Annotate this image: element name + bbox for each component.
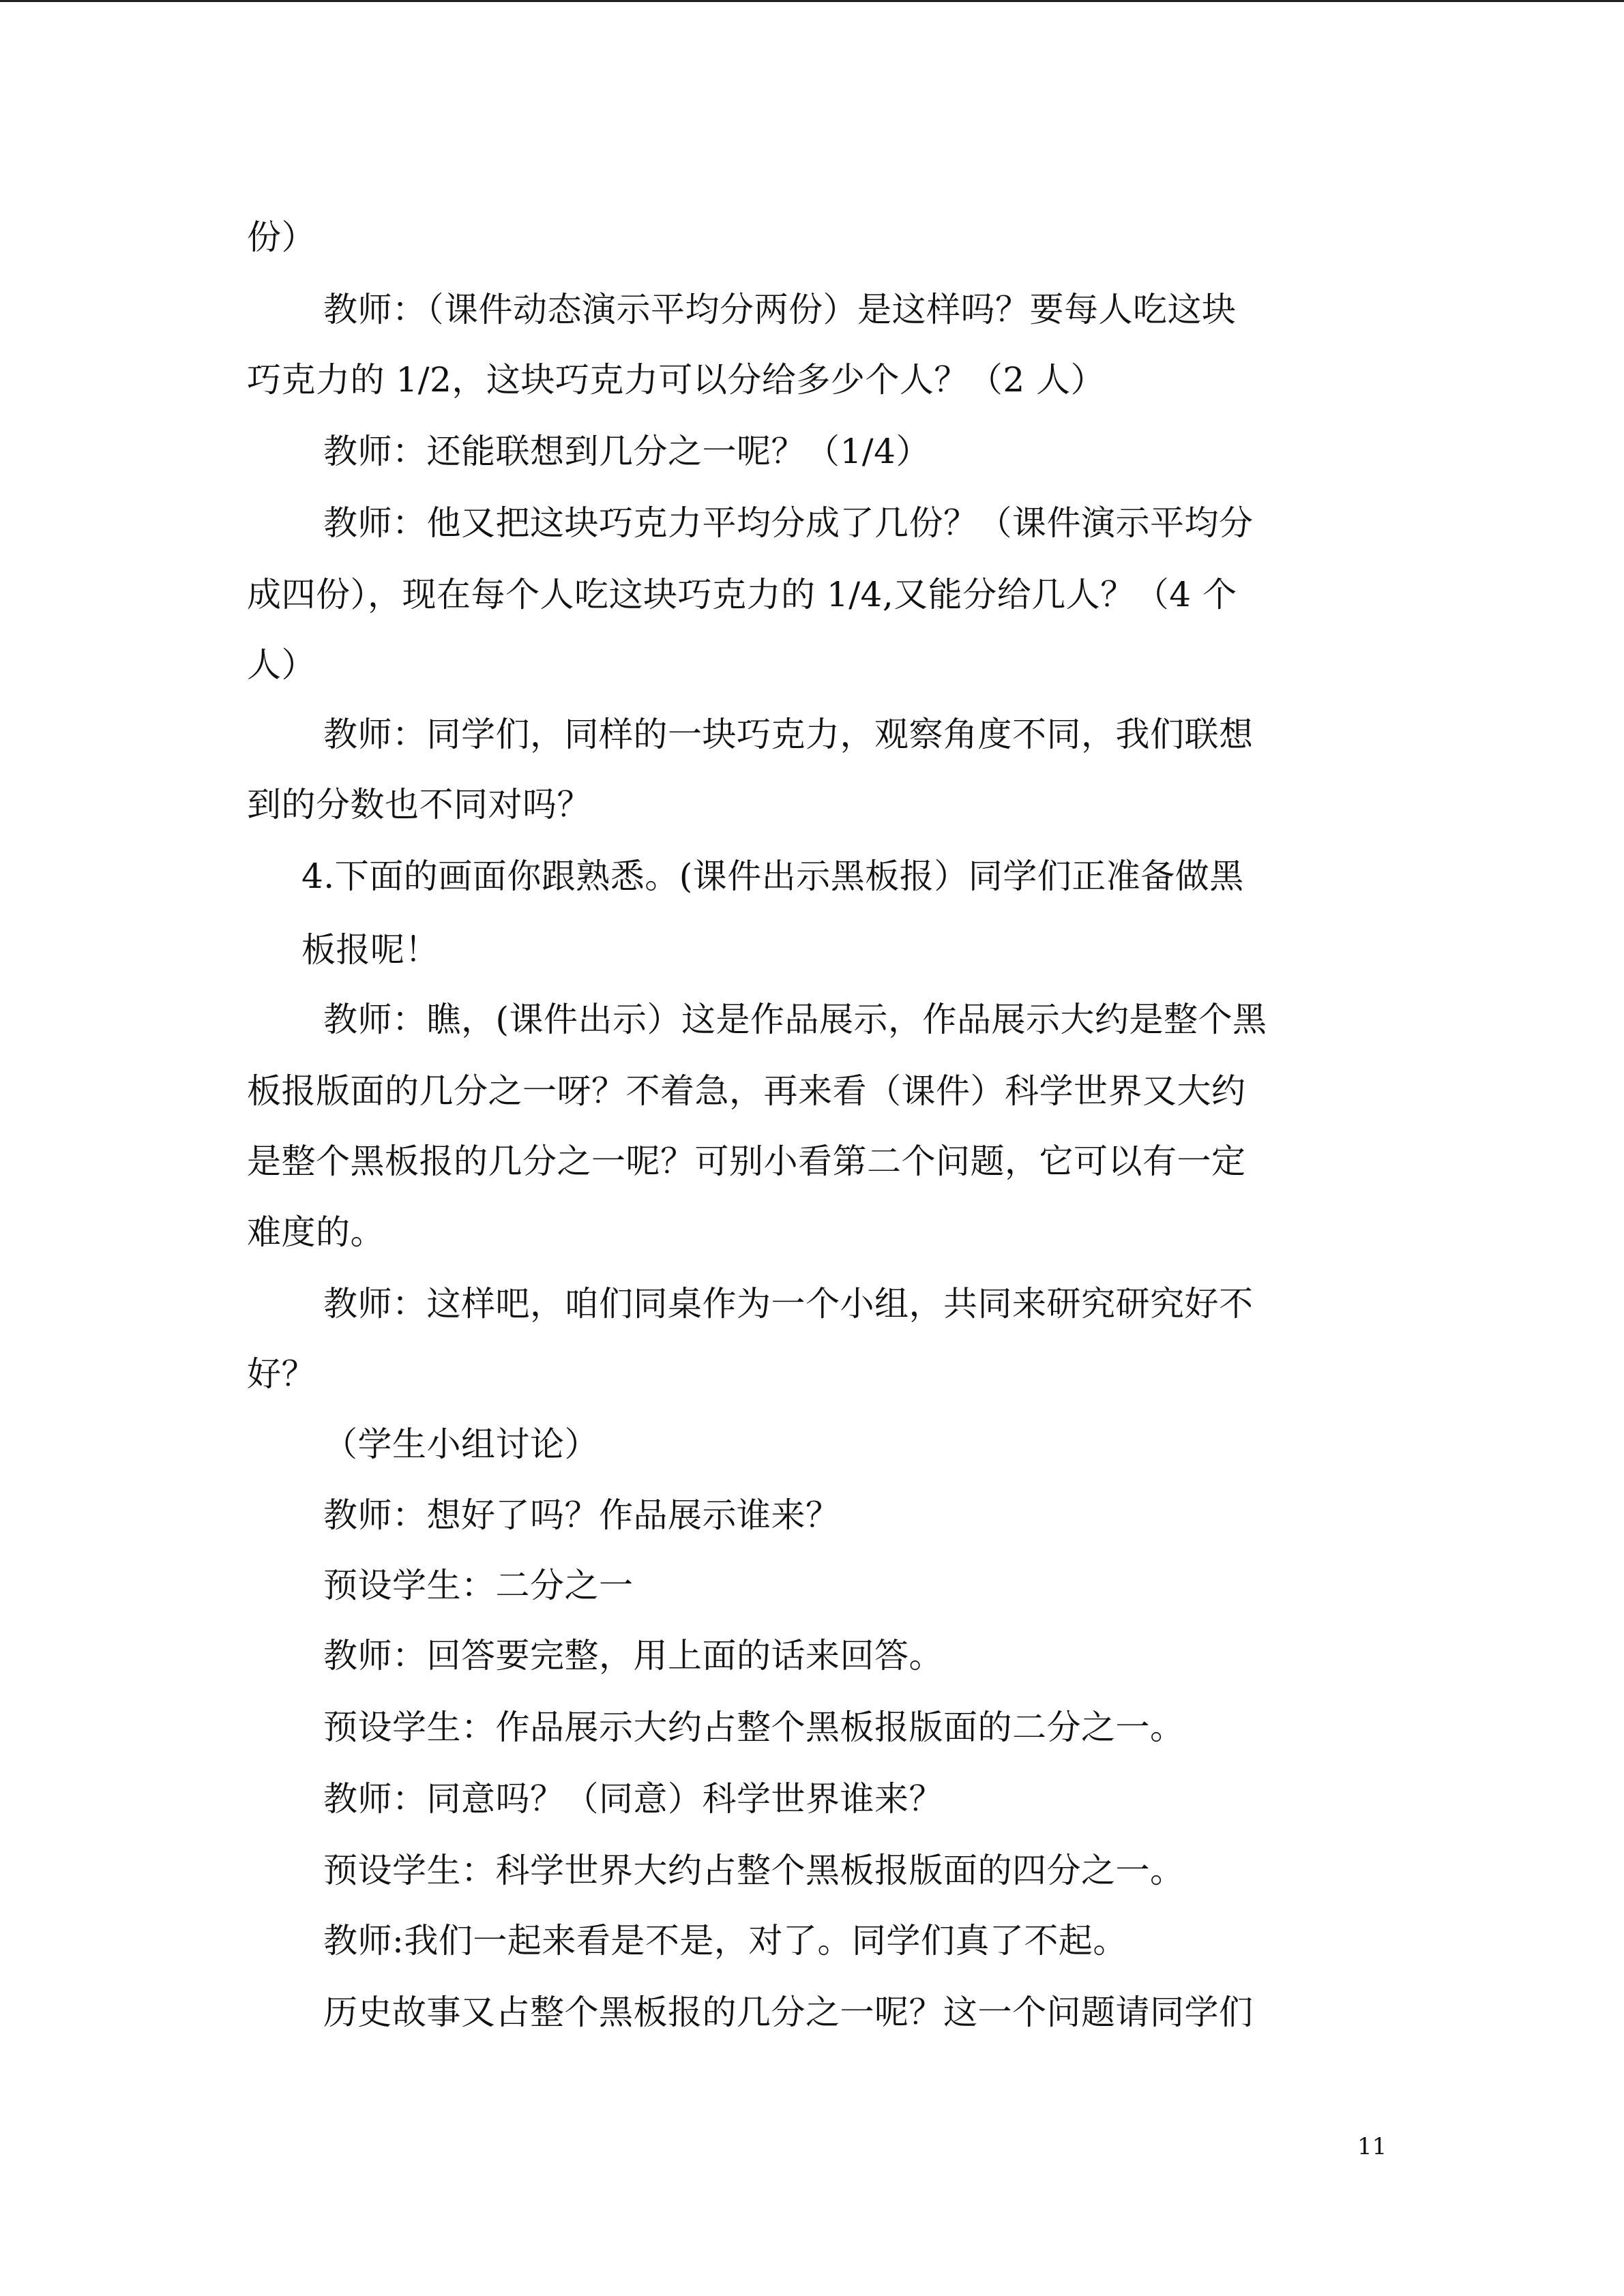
text-line-6: 成四份），现在每个人吃这块巧克力的 1/4,又能分给几人？（4 个 (247, 575, 1237, 614)
text-line-5: 教师：他又把这块巧克力平均分成了几份？（课件演示平均分 (323, 503, 1254, 543)
text-line-11: 板报呢！ (301, 930, 439, 970)
text-line-12: 教师：瞧，(课件出示）这是作品展示，作品展示大约是整个黑 (323, 1000, 1267, 1039)
text-line-24: 预设学生：科学世界大约占整个黑板报版面的四分之一。 (323, 1851, 1185, 1890)
text-line-17: 好？ (247, 1354, 316, 1394)
text-line-13: 板报版面的几分之一呀？不着急，再来看（课件）科学世界又大约 (247, 1071, 1246, 1111)
text-line-21: 教师：回答要完整，用上面的话来回答。 (323, 1636, 943, 1675)
text-line-9: 到的分数也不同对吗？ (247, 785, 591, 824)
text-line-16: 教师：这样吧，咱们同桌作为一个小组，共同来研究研究好不 (323, 1284, 1254, 1324)
text-line-7: 人） (247, 645, 316, 685)
text-line-15: 难度的。 (247, 1212, 385, 1252)
text-line-20: 预设学生：二分之一 (323, 1566, 634, 1605)
text-line-10: 4.下面的画面你跟熟悉。(课件出示黑板报）同学们正准备做黑 (301, 856, 1244, 896)
text-line-23: 教师：同意吗？（同意）科学世界谁来？ (323, 1779, 943, 1819)
text-line-14: 是整个黑板报的几分之一呢？可别小看第二个问题，它可以有一定 (247, 1142, 1246, 1181)
text-line-1: 份） (247, 218, 316, 257)
text-line-4: 教师：还能联想到几分之一呢？（1/4） (323, 432, 930, 471)
text-line-3: 巧克力的 1/2，这块巧克力可以分给多少个人？（2 人） (247, 360, 1106, 400)
text-line-26: 历史故事又占整个黑板报的几分之一呢？这一个问题请同学们 (323, 1993, 1254, 2032)
page-number: 11 (1357, 2133, 1387, 2160)
text-line-2: 教师：（课件动态演示平均分两份）是这样吗？要每人吃这块 (323, 290, 1237, 329)
text-line-18: （学生小组讨论） (323, 1425, 599, 1464)
text-line-25: 教师:我们一起来看是不是，对了。同学们真了不起。 (323, 1921, 1127, 1960)
text-line-19: 教师：想好了吗？作品展示谁来？ (323, 1495, 840, 1535)
text-line-8: 教师：同学们，同样的一块巧克力，观察角度不同，我们联想 (323, 715, 1254, 754)
text-line-22: 预设学生：作品展示大约占整个黑板报版面的二分之一。 (323, 1708, 1185, 1747)
